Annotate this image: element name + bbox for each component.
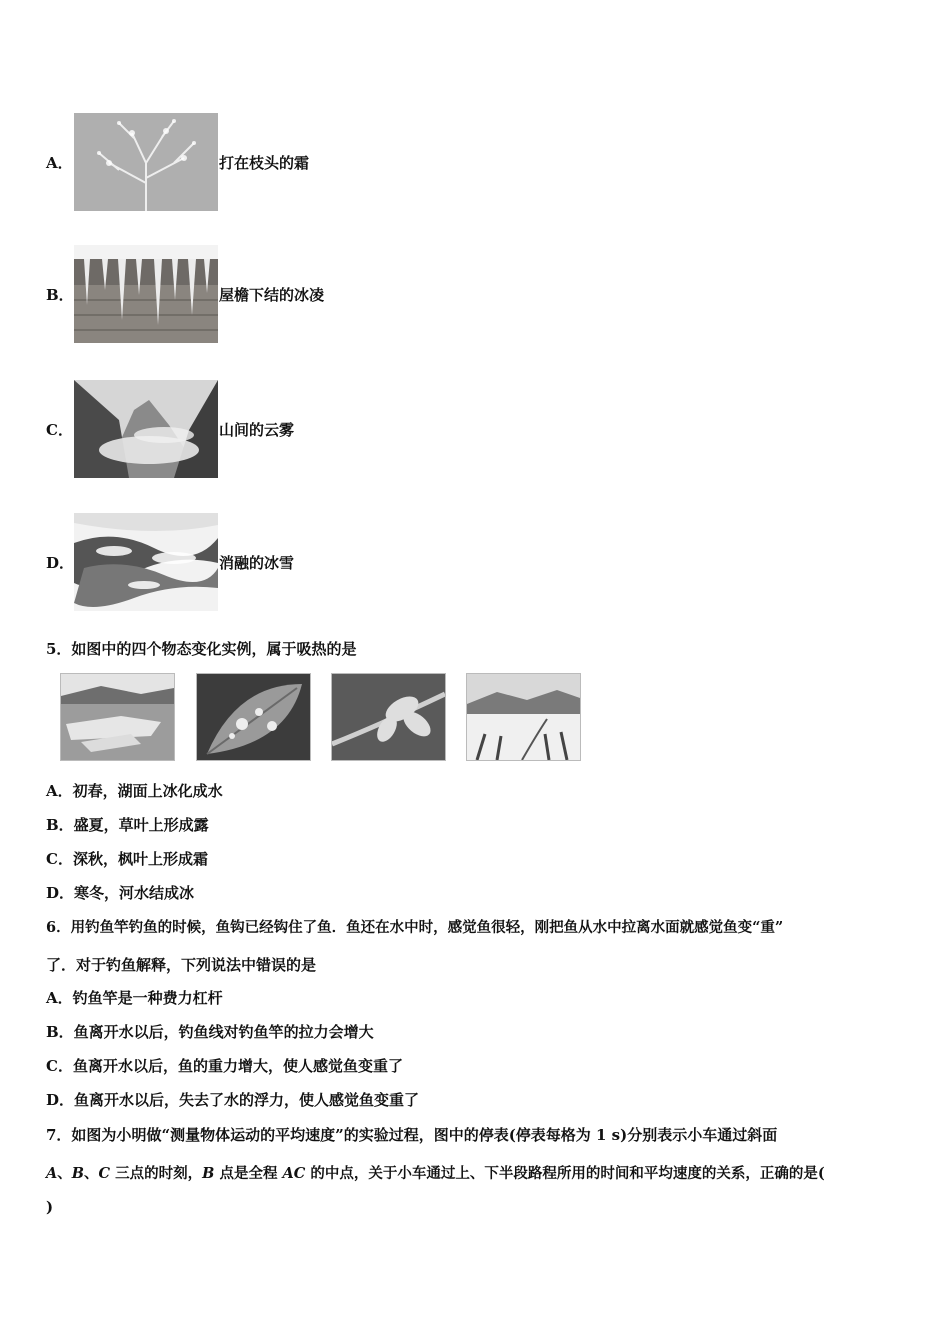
- q6-option-d[interactable]: D．鱼离开水以后，失去了水的浮力，使人感觉鱼变重了: [46, 1091, 420, 1109]
- text-segment: 的中点，关于小车通过上、下半段路程所用的时间和平均速度的关系，正确的是(: [305, 1165, 825, 1182]
- q5-option-d[interactable]: D．寒冬，河水结成冰: [46, 884, 195, 902]
- mountain-fog-photo: [74, 380, 218, 478]
- option-letter: B．: [46, 286, 74, 304]
- q5-option-b[interactable]: B．盛夏，草叶上形成露: [46, 816, 209, 834]
- option-caption: 屋檐下结的冰凌: [219, 286, 325, 304]
- point-b: B: [202, 1165, 215, 1182]
- option-caption: 打在枝头的霜: [219, 154, 310, 172]
- text-segment: 点是全程: [214, 1165, 283, 1182]
- icicles-photo: [74, 245, 218, 343]
- q6-question-line1: 6．用钓鱼竿钓鱼的时候，鱼钩已经钩住了鱼．鱼还在水中时，感觉鱼很轻，刚把鱼从水中拉离水面就感觉鱼变“重”: [46, 919, 784, 936]
- point-b: B: [71, 1165, 85, 1182]
- q4-option-a[interactable]: [46, 113, 646, 213]
- text-segment: 三点的时刻，: [110, 1165, 203, 1182]
- q7-question-line1: 7．如图为小明做“测量物体运动的平均速度”的实验过程，图中的停表(停表每格为 1 s)分别表示小车通过斜面: [46, 1126, 778, 1144]
- q5-option-a[interactable]: A．初春，湖面上冰化成水: [46, 782, 223, 800]
- option-caption: 山间的云雾: [219, 421, 295, 439]
- option-caption: 消融的冰雪: [219, 554, 295, 572]
- option-letter: C．: [46, 421, 73, 439]
- melting-snow-photo: [74, 513, 218, 611]
- frosted-branch-photo: [74, 113, 218, 211]
- separator: 、: [84, 1165, 99, 1182]
- q5-question: 5．如图中的四个物态变化实例，属于吸热的是: [46, 640, 357, 658]
- leaf-dew-photo: [196, 673, 311, 761]
- option-letter: D．: [46, 554, 75, 572]
- point-a: A: [46, 1165, 58, 1182]
- leaf-frost-photo: [331, 673, 446, 761]
- q6-option-a[interactable]: A．钓鱼竿是一种费力杠杆: [46, 989, 223, 1007]
- separator: 、: [57, 1165, 72, 1182]
- option-letter: A．: [46, 154, 73, 172]
- q4-option-d[interactable]: [46, 513, 646, 613]
- q4-option-b[interactable]: [46, 245, 646, 345]
- q5-option-c[interactable]: C．深秋，枫叶上形成霜: [46, 850, 208, 868]
- q6-question-line2: 了．对于钓鱼解释，下列说法中错误的是: [46, 956, 317, 974]
- q6-option-c[interactable]: C．鱼离开水以后，鱼的重力增大，使人感觉鱼变重了: [46, 1057, 403, 1075]
- q7-question-line3: ): [46, 1198, 54, 1216]
- lake-ice-photo: [60, 673, 175, 761]
- q7-question-line2: [46, 1162, 825, 1183]
- segment-ac: AC: [282, 1165, 306, 1182]
- frozen-river-photo: [466, 673, 581, 761]
- point-c: C: [98, 1165, 111, 1182]
- q6-option-b[interactable]: B．鱼离开水以后，钓鱼线对钓鱼竿的拉力会增大: [46, 1023, 374, 1041]
- q4-option-c[interactable]: [46, 380, 646, 480]
